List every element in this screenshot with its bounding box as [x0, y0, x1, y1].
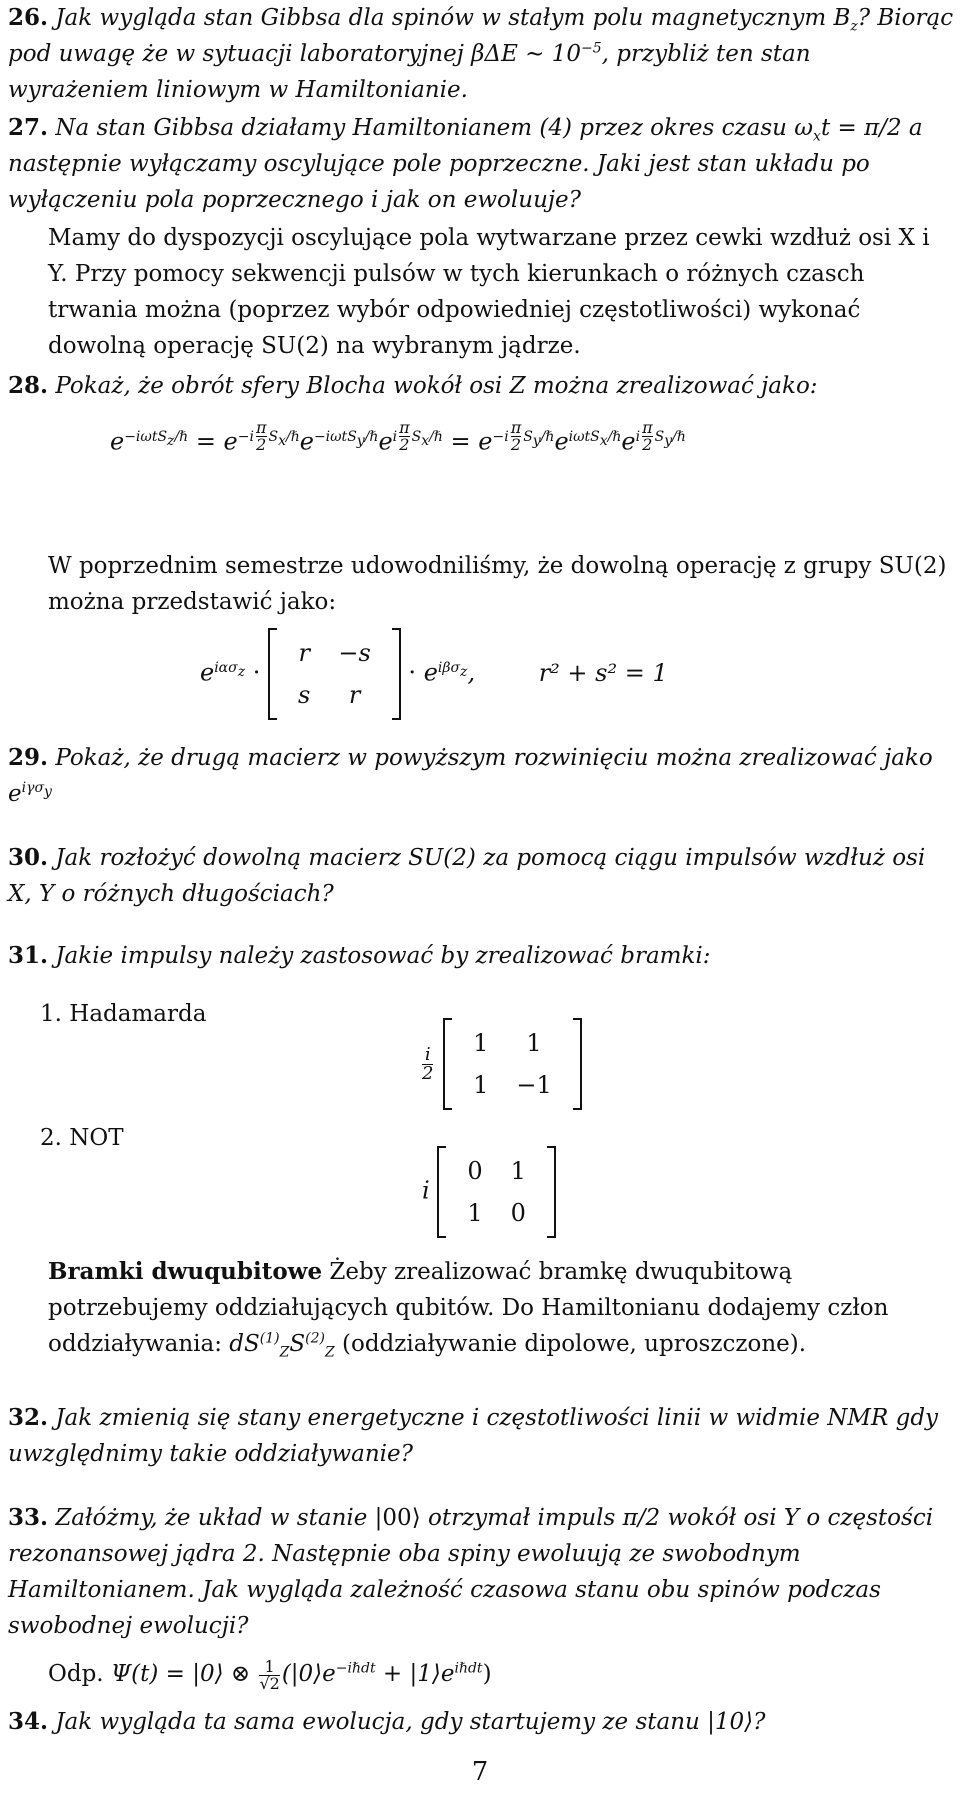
- hadamard-frac-num: i: [424, 1043, 431, 1065]
- problem-30-number: 30.: [8, 844, 49, 871]
- eq-exp-tail: /ℏ: [174, 428, 189, 445]
- answer-exp-2: iℏdt: [454, 1660, 483, 1677]
- problem-26-text-2: ? Biorąc pod uwagę że w sytuacji laboratoryjnej βΔE ∼ 10: [8, 5, 954, 67]
- answer-frac-den: √2: [259, 1673, 280, 1693]
- bz-symbol: B: [833, 5, 851, 31]
- superscript-1: (1): [259, 1330, 280, 1347]
- omega-symbol: ω: [794, 115, 814, 141]
- axis-y: Y: [783, 1505, 800, 1531]
- p29-e: e: [8, 781, 22, 807]
- answer-frac-num: 1: [264, 1656, 275, 1676]
- matrix-cell: r: [348, 681, 361, 709]
- normalization-condition: r² + s² = 1: [538, 658, 668, 687]
- problem-32: [8, 1400, 956, 1472]
- problem-33: [8, 1500, 956, 1644]
- problem-26-number: 26.: [8, 4, 49, 31]
- problem-26-text-1: Jak wygląda stan Gibbsa dla spinów w stałym polu magnetycznym: [55, 5, 827, 31]
- matrix-cell: s: [298, 681, 311, 709]
- answer-33: [48, 1656, 956, 1692]
- su2-decomposition-equation: $e^{i\alpha\sigma_z}$ · r −s s r · $e^{i\beta\sigma_z}$, r² + s² = 1: [200, 628, 668, 720]
- problem-27: [8, 110, 956, 218]
- bz-subscript: z: [850, 18, 858, 35]
- superscript-2: (2): [305, 1330, 325, 1347]
- problem-28-number: 28.: [8, 372, 49, 399]
- exponent: −5: [581, 40, 602, 57]
- problem-31: [8, 938, 956, 974]
- problem-27-number: 27.: [8, 114, 49, 141]
- su2-exp-left: iασ: [214, 659, 238, 676]
- p29-exp: iγσ: [21, 780, 45, 797]
- problem-28-text: Pokaż, że obrót sfery Blocha wokół osi Z można zrealizować jako:: [55, 373, 818, 399]
- s-operator-1: S: [244, 1331, 260, 1357]
- problem-27-text-2: t = π/2 a następnie wyłączamy oscylujące pole poprzeczne. Jaki jest stan układu po wyłączeniu pola poprzecznego i jak on ewoluuje?: [8, 115, 923, 213]
- problem-33-text-3: o częstości rezonansowej jądra 2. Następnie oba spiny ewoluują ze swobodnym Hamiltonianem. Jak wygląda zależność czasowa stanu obu spinów podczas swobodnej ewolucji?: [8, 1505, 934, 1639]
- su2-exp-right: iβσ: [437, 659, 461, 676]
- ket-00: |00⟩: [374, 1505, 421, 1531]
- su2-exp-right-sub: z: [460, 663, 468, 680]
- matrix-cell: −s: [338, 639, 371, 667]
- dot: ·: [252, 658, 261, 687]
- problem-34-number: 34.: [8, 1708, 49, 1735]
- problem-32-text: Jak zmienią się stany energetyczne i częstotliwości linii w widmie NMR gdy uwzględnimy takie oddziaływanie?: [8, 1405, 939, 1467]
- su2-e-right: e: [423, 658, 438, 687]
- coupling-d: d: [229, 1331, 245, 1357]
- matrix-cell: 1: [510, 1157, 526, 1185]
- not-matrix-equation: [422, 1146, 556, 1238]
- answer-label: Odp.: [48, 1661, 104, 1687]
- problem-26: [8, 0, 956, 108]
- answer-lhs: Ψ(t) = |0⟩ ⊗: [110, 1661, 251, 1687]
- not-prefix: i: [422, 1176, 430, 1205]
- bloch-rotation-equation: $e^{-i\omega tS_z/\hbar} = e^{-i \frac{\pi}{2} S_x/\hbar}e^{-i\omega tS_y/\hbar}e^{i \frac{\pi}{2} S_x/\hbar} = e^{-i \frac{\pi}{2} S_y/\hbar}e^{i\omega tS_x/\hbar}e^{i \frac{\pi}{2} S_y/\hbar}$: [110, 418, 686, 456]
- page-number: 7: [471, 1757, 489, 1787]
- answer-fraction: [259, 1656, 280, 1693]
- note-27: [48, 220, 956, 364]
- two-qubit-heading: Bramki dwuqubitowe: [48, 1258, 323, 1285]
- problem-32-number: 32.: [8, 1404, 49, 1431]
- omega-subscript: x: [813, 128, 821, 145]
- matrix-cell: 1: [473, 1029, 489, 1057]
- su2-matrix: [268, 628, 401, 720]
- problem-29-text: Pokaż, że drugą macierz w powyższym rozwinięciu można zrealizować jako: [55, 745, 933, 771]
- z-subscript-1: Z: [279, 1344, 290, 1361]
- not-matrix: [437, 1146, 556, 1238]
- matrix-cell: 0: [510, 1199, 526, 1227]
- problem-29: [8, 740, 956, 812]
- hadamard-frac-den: 2: [422, 1062, 434, 1084]
- problem-34-text: Jak wygląda ta sama ewolucja, gdy startujemy ze stanu |10⟩?: [55, 1709, 766, 1735]
- note-27-text: Mamy do dyspozycji oscylujące pola wytwarzane przez cewki wzdłuż osi X i Y. Przy pomocy sekwencji pulsów w tych kierunkach o różnych czasch trwania można (poprzez wybór odpowiedniej częstotliwości) wykonać dowolną operację SU(2) na wybranym jądrze.: [48, 225, 930, 359]
- two-qubit-text-2: (oddziaływanie dipolowe, uproszczone).: [342, 1331, 807, 1357]
- matrix-cell: 0: [467, 1157, 483, 1185]
- hadamard-matrix-equation: [420, 1018, 582, 1110]
- answer-rhs-2: + |1⟩e: [382, 1661, 455, 1687]
- hadamard-matrix: [443, 1018, 582, 1110]
- problem-31-number: 31.: [8, 942, 49, 969]
- eq-exp-sub: z: [167, 432, 175, 449]
- not-label: 2. NOT: [40, 1125, 124, 1151]
- eq-exp: −iωtS: [124, 428, 168, 445]
- problem-27-text-1: Na stan Gibbsa działamy Hamiltonianem (4) przez okres czasu: [55, 115, 787, 141]
- problem-33-text-2: otrzymał impuls π/2 wokół osi: [427, 1505, 777, 1531]
- answer-exp-1: −iℏdt: [335, 1660, 376, 1677]
- eq-e: e: [110, 427, 125, 456]
- matrix-cell: 1: [473, 1071, 489, 1099]
- su2-exp-left-sub: z: [237, 663, 246, 680]
- two-qubit-paragraph: [48, 1254, 956, 1362]
- problem-30-text: Jak rozłożyć dowolną macierz SU(2) za pomocą ciągu impulsów wzdłuż osi X, Y o różnych długościach?: [8, 845, 926, 907]
- su2-text: W poprzednim semestrze udowodniliśmy, że dowolną operację z grupy SU(2) można przedstawić jako:: [48, 553, 947, 615]
- problem-33-text-1: Załóżmy, że układ w stanie: [55, 1505, 368, 1531]
- su2-e-left: e: [200, 658, 215, 687]
- z-subscript-2: Z: [324, 1344, 335, 1361]
- su2-paragraph: [48, 548, 956, 620]
- hadamard-fraction: [422, 1043, 434, 1084]
- eq-equals: =: [195, 427, 216, 456]
- p29-exp-sub: y: [44, 784, 52, 801]
- problem-31-text: Jakie impulsy należy zastosować by zrealizować bramki:: [55, 943, 711, 969]
- s-operator-2: S: [289, 1331, 306, 1357]
- matrix-cell: 1: [526, 1029, 542, 1057]
- answer-rhs-3: ): [482, 1661, 492, 1687]
- matrix-cell: 1: [467, 1199, 483, 1227]
- hadamard-label: 1. Hadamarda: [40, 1001, 207, 1027]
- problem-30: [8, 840, 956, 912]
- problem-29-number: 29.: [8, 744, 49, 771]
- problem-26-text-3: , przybliż ten stan wyrażeniem liniowym w Hamiltonianie.: [8, 41, 811, 103]
- problem-34: [8, 1704, 956, 1740]
- answer-rhs-1: (|0⟩e: [281, 1661, 336, 1687]
- problem-28: [8, 368, 956, 404]
- two-qubit-text-1: Żeby zrealizować bramkę dwuqubitową potrzebujemy oddziałujących qubitów. Do Hamiltonianu dodajemy człon oddziaływania:: [48, 1259, 889, 1357]
- matrix-cell: −1: [516, 1071, 552, 1099]
- matrix-cell: r: [298, 639, 310, 667]
- problem-33-number: 33.: [8, 1504, 49, 1531]
